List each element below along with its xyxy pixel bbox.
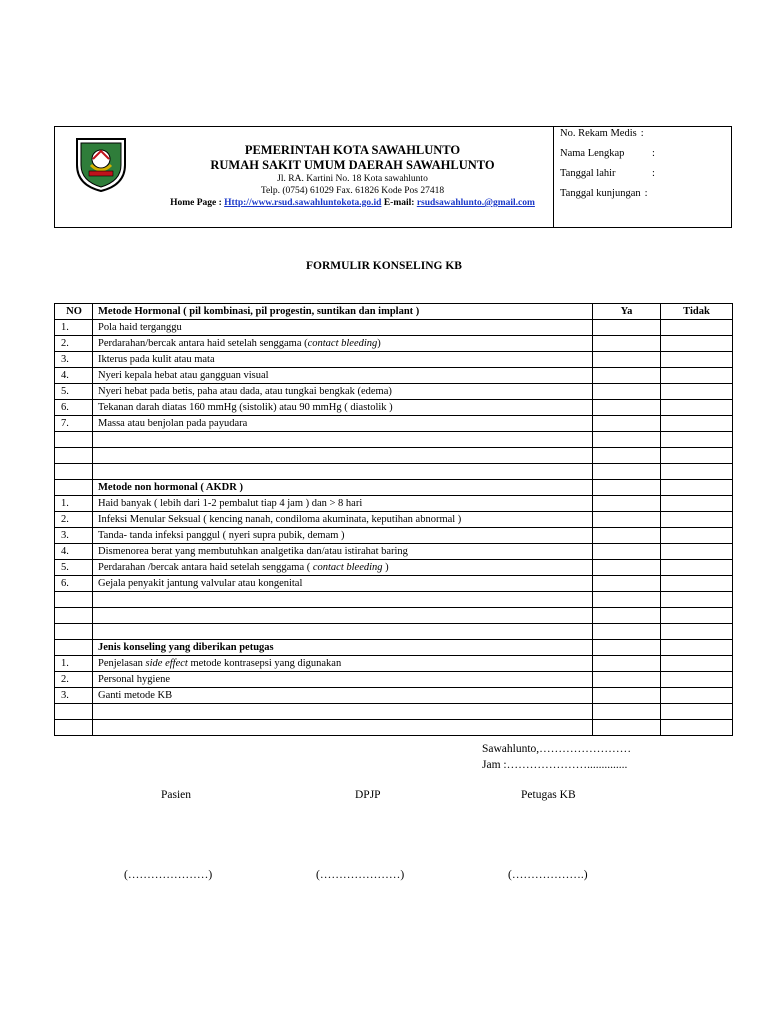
row-text-italic: side effect — [145, 657, 188, 669]
header-hormonal-method: Metode Hormonal ( pil kombinasi, pil progestin, suntikan dan implant ) — [93, 304, 593, 320]
ya-checkbox-cell[interactable] — [593, 720, 661, 736]
tidak-checkbox-cell[interactable] — [661, 416, 733, 432]
table-row — [55, 496, 733, 512]
row-text-after: ) — [382, 561, 389, 573]
city-emblem-icon — [73, 135, 129, 193]
empty-row — [55, 448, 733, 464]
table-row — [55, 528, 733, 544]
tidak-checkbox-cell[interactable] — [661, 464, 733, 480]
table-row — [55, 336, 733, 352]
hospital-address: Jl. RA. Kartini No. 18 Kota sawahlunto — [277, 174, 428, 184]
tidak-checkbox-cell[interactable] — [661, 672, 733, 688]
row-description — [93, 672, 593, 688]
signature-label-dpjp: DPJP — [355, 789, 381, 801]
tidak-checkbox-cell[interactable] — [661, 432, 733, 448]
tidak-checkbox-cell[interactable] — [661, 720, 733, 736]
government-name: PEMERINTAH KOTA SAWAHLUNTO — [244, 143, 461, 157]
ya-checkbox-cell[interactable] — [593, 384, 661, 400]
tidak-checkbox-cell[interactable] — [661, 704, 733, 720]
empty-row — [55, 464, 733, 480]
row-text: Dismenorea berat yang membutuhkan analgetika dan/atau istirahat baring — [98, 545, 408, 557]
row-number — [55, 624, 93, 640]
row-number: 3. — [55, 528, 93, 544]
row-description[interactable] — [93, 448, 593, 464]
row-description — [93, 368, 593, 384]
row-text: Ganti metode KB — [98, 689, 173, 701]
row-text-italic: contact bleeding — [307, 337, 378, 349]
time-line[interactable]: Jam :………………….............. — [482, 759, 628, 771]
section-header-row — [55, 640, 733, 656]
section-title-nonhormonal: Metode non hormonal ( AKDR ) — [93, 480, 593, 496]
row-text: Ikterus pada kulit atau mata — [98, 353, 215, 365]
ya-checkbox-cell[interactable] — [593, 608, 661, 624]
row-description — [93, 336, 593, 352]
row-number: 4. — [55, 544, 93, 560]
row-number — [55, 720, 93, 736]
row-description[interactable] — [93, 720, 593, 736]
ya-checkbox-cell[interactable] — [593, 576, 661, 592]
row-description[interactable] — [93, 624, 593, 640]
ya-checkbox-cell[interactable] — [593, 352, 661, 368]
ya-checkbox-cell[interactable] — [593, 336, 661, 352]
row-number: 2. — [55, 512, 93, 528]
row-number: 3. — [55, 352, 93, 368]
row-description — [93, 416, 593, 432]
place-time-block — [482, 741, 631, 773]
row-number: 1. — [55, 320, 93, 336]
row-number: 5. — [55, 560, 93, 576]
row-number: 2. — [55, 672, 93, 688]
empty-row — [55, 592, 733, 608]
row-number: 7. — [55, 416, 93, 432]
table-row — [55, 576, 733, 592]
full-name-field[interactable]: Nama Lengkap : — [560, 148, 655, 159]
row-description[interactable] — [93, 432, 593, 448]
medical-record-field[interactable]: No. Rekam Medis : — [560, 128, 644, 139]
tidak-checkbox-cell[interactable] — [661, 544, 733, 560]
ya-checkbox-cell[interactable] — [593, 560, 661, 576]
tidak-checkbox-cell[interactable] — [661, 368, 733, 384]
tidak-checkbox-cell[interactable] — [661, 656, 733, 672]
row-number: 4. — [55, 368, 93, 384]
row-description — [93, 384, 593, 400]
tidak-checkbox-cell[interactable] — [661, 528, 733, 544]
row-number: 6. — [55, 576, 93, 592]
signature-line-officer[interactable]: (……………….) — [508, 869, 588, 881]
visit-date-field[interactable]: Tanggal kunjungan : — [560, 188, 648, 199]
row-description[interactable] — [93, 608, 593, 624]
header-ya: Ya — [593, 304, 661, 320]
row-number — [55, 592, 93, 608]
signature-label-patient: Pasien — [161, 789, 192, 801]
tidak-checkbox-cell[interactable] — [661, 624, 733, 640]
birth-date-field[interactable]: Tanggal lahir : — [560, 168, 655, 179]
tidak-checkbox-cell — [661, 640, 733, 656]
table-row — [55, 384, 733, 400]
row-text: Haid banyak ( lebih dari 1-2 pembalut tiap 4 jam ) dan > 8 hari — [98, 497, 363, 509]
ya-checkbox-cell[interactable] — [593, 368, 661, 384]
email-link[interactable]: rsudsawahlunto.@gmail.com — [416, 198, 535, 208]
row-description — [93, 352, 593, 368]
table-row — [55, 368, 733, 384]
tidak-checkbox-cell[interactable] — [661, 400, 733, 416]
homepage-link[interactable]: Http://www.rsud.sawahluntokota.go.id — [224, 198, 382, 208]
row-text: Personal hygiene — [98, 673, 171, 685]
row-description — [93, 400, 593, 416]
hospital-identity — [155, 143, 550, 209]
tidak-checkbox-cell[interactable] — [661, 336, 733, 352]
row-description — [93, 320, 593, 336]
row-number — [55, 704, 93, 720]
row-description — [93, 560, 593, 576]
tidak-checkbox-cell[interactable] — [661, 352, 733, 368]
table-row — [55, 672, 733, 688]
tidak-checkbox-cell[interactable] — [661, 688, 733, 704]
form-title: FORMULIR KONSELING KB — [306, 260, 462, 272]
ya-checkbox-cell[interactable] — [593, 704, 661, 720]
ya-checkbox-cell — [593, 640, 661, 656]
section-header-row — [55, 480, 733, 496]
signature-line-dpjp[interactable]: (…………………) — [316, 869, 405, 881]
ya-checkbox-cell[interactable] — [593, 672, 661, 688]
row-number — [55, 608, 93, 624]
ya-checkbox-cell[interactable] — [593, 416, 661, 432]
row-number — [55, 432, 93, 448]
tidak-checkbox-cell[interactable] — [661, 560, 733, 576]
table-row — [55, 416, 733, 432]
row-text-after: metode kontrasepsi yang digunakan — [187, 657, 342, 669]
homepage-label: Home Page : — [170, 198, 225, 208]
place-date-line[interactable]: Sawahlunto,…………………… — [482, 743, 632, 755]
ya-checkbox-cell[interactable] — [593, 320, 661, 336]
table-row — [55, 656, 733, 672]
row-text: Tekanan darah diatas 160 mmHg (sistolik) atau 90 mmHg ( diastolik ) — [98, 401, 393, 413]
empty-row — [55, 624, 733, 640]
ya-checkbox-cell — [593, 480, 661, 496]
ya-checkbox-cell[interactable] — [593, 592, 661, 608]
row-text: Infeksi Menular Seksual ( kencing nanah, condiloma akuminata, keputihan abnormal ) — [98, 513, 462, 525]
table-row — [55, 400, 733, 416]
row-text: Nyeri hebat pada betis, paha atau dada, atau tungkai bengkak (edema) — [98, 385, 392, 397]
row-description[interactable] — [93, 464, 593, 480]
row-number: 1. — [55, 656, 93, 672]
row-description[interactable] — [93, 704, 593, 720]
ya-checkbox-cell[interactable] — [593, 528, 661, 544]
row-description — [93, 496, 593, 512]
table-row — [55, 544, 733, 560]
ya-checkbox-cell[interactable] — [593, 400, 661, 416]
row-number — [55, 480, 93, 496]
row-number — [55, 448, 93, 464]
tidak-checkbox-cell[interactable] — [661, 496, 733, 512]
tidak-checkbox-cell[interactable] — [661, 576, 733, 592]
tidak-checkbox-cell[interactable] — [661, 384, 733, 400]
web-contact — [155, 197, 550, 209]
header-tidak: Tidak — [661, 304, 733, 320]
row-number: 5. — [55, 384, 93, 400]
header-no: NO — [55, 304, 93, 320]
empty-row — [55, 432, 733, 448]
signature-label-officer: Petugas KB — [521, 789, 576, 801]
ya-checkbox-cell[interactable] — [593, 432, 661, 448]
tidak-checkbox-cell[interactable] — [661, 448, 733, 464]
table-row — [55, 512, 733, 528]
counseling-table — [54, 303, 733, 736]
ya-checkbox-cell[interactable] — [593, 512, 661, 528]
letterhead — [54, 126, 732, 228]
tidak-checkbox-cell[interactable] — [661, 512, 733, 528]
table-row — [55, 352, 733, 368]
row-text: Perdarahan /bercak antara haid setelah senggama ( — [98, 561, 313, 573]
row-text: Gejala penyakit jantung valvular atau kongenital — [98, 577, 303, 589]
row-number: 3. — [55, 688, 93, 704]
empty-row — [55, 704, 733, 720]
hospital-name: RUMAH SAKIT UMUM DAERAH SAWAHLUNTO — [210, 158, 495, 172]
row-number: 6. — [55, 400, 93, 416]
row-text: Nyeri kepala hebat atau gangguan visual — [98, 369, 269, 381]
ya-checkbox-cell[interactable] — [593, 496, 661, 512]
hospital-contact: Telp. (0754) 61029 Fax. 61826 Kode Pos 27418 — [260, 186, 445, 196]
table-header-row — [55, 304, 733, 320]
ya-checkbox-cell[interactable] — [593, 656, 661, 672]
ya-checkbox-cell[interactable] — [593, 688, 661, 704]
table-row — [55, 688, 733, 704]
tidak-checkbox-cell[interactable] — [661, 320, 733, 336]
row-description — [93, 688, 593, 704]
ya-checkbox-cell[interactable] — [593, 624, 661, 640]
row-text: Perdarahan/bercak antara haid setelah senggama ( — [98, 337, 308, 349]
row-description — [93, 528, 593, 544]
table-row — [55, 560, 733, 576]
row-description — [93, 544, 593, 560]
empty-row — [55, 608, 733, 624]
row-text: Tanda- tanda infeksi panggul ( nyeri supra pubik, demam ) — [98, 529, 345, 541]
row-number: 1. — [55, 496, 93, 512]
row-description — [93, 576, 593, 592]
tidak-checkbox-cell[interactable] — [661, 592, 733, 608]
table-row — [55, 320, 733, 336]
row-number — [55, 464, 93, 480]
patient-info-box — [553, 126, 732, 228]
tidak-checkbox-cell — [661, 480, 733, 496]
empty-row — [55, 720, 733, 736]
section-title-counseling: Jenis konseling yang diberikan petugas — [93, 640, 593, 656]
signature-line-patient[interactable]: (…………………) — [124, 869, 213, 881]
row-text-after: ) — [377, 337, 381, 349]
row-text: Pola haid terganggu — [98, 321, 182, 333]
row-text: Massa atau benjolan pada payudara — [98, 417, 248, 429]
email-label: E-mail: — [381, 198, 417, 208]
ya-checkbox-cell[interactable] — [593, 544, 661, 560]
ya-checkbox-cell[interactable] — [593, 464, 661, 480]
row-description[interactable] — [93, 592, 593, 608]
ya-checkbox-cell[interactable] — [593, 448, 661, 464]
row-number — [55, 640, 93, 656]
row-number: 2. — [55, 336, 93, 352]
row-text-italic: contact bleeding — [312, 561, 383, 573]
row-description — [93, 656, 593, 672]
tidak-checkbox-cell[interactable] — [661, 608, 733, 624]
row-text: Penjelasan — [98, 657, 146, 669]
row-description — [93, 512, 593, 528]
